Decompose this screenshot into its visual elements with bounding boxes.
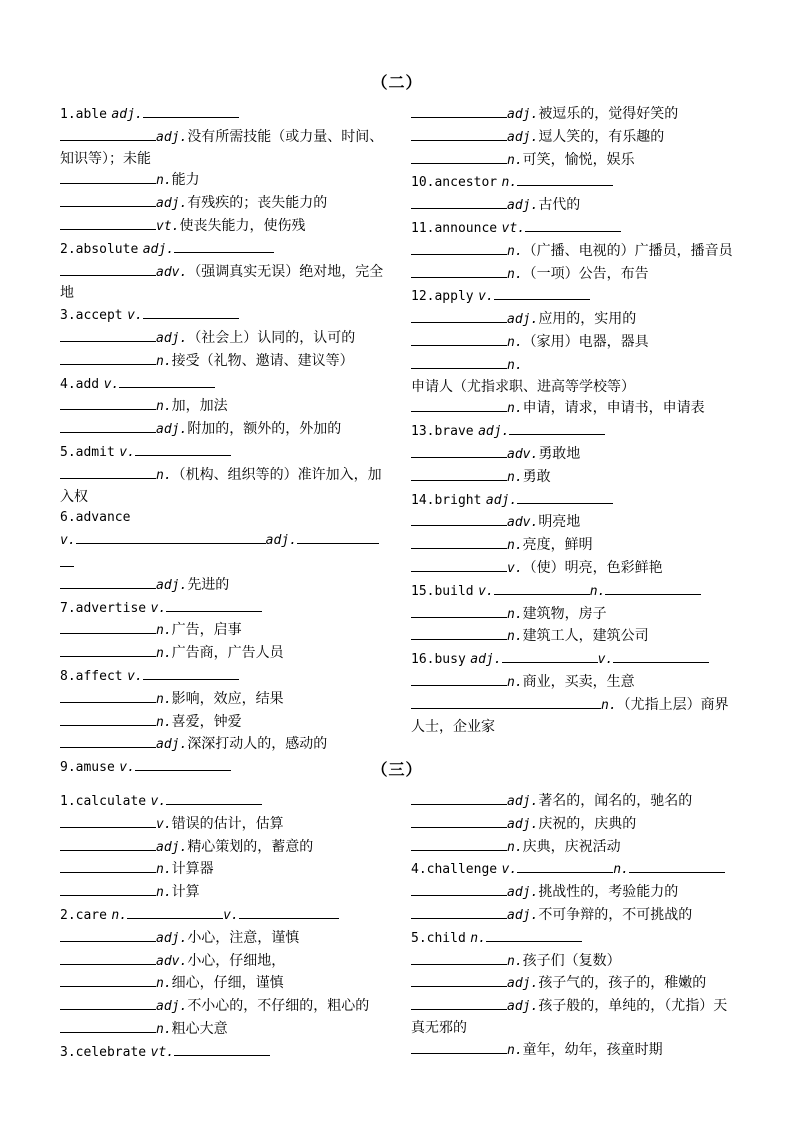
answer-blank[interactable] [411,1039,507,1054]
entry-head: 11.announce vt. [411,217,741,240]
entry-line: v. adj. [60,529,390,574]
answer-blank[interactable] [60,619,156,634]
answer-blank[interactable] [60,192,156,207]
answer-blank[interactable] [60,464,156,479]
answer-blank[interactable] [411,126,507,141]
answer-blank[interactable] [411,194,507,209]
answer-blank[interactable] [60,261,156,276]
entry-head: 2.absolute adj. [60,238,390,261]
entry-head: 13.brave adj. [411,420,741,443]
answer-blank[interactable] [411,881,507,896]
entry-line: adj.先进的 [60,574,390,597]
answer-blank[interactable] [411,511,507,526]
entry-line: n.能力 [60,169,390,192]
answer-blank[interactable] [60,552,74,567]
entry-head: 16.busy adj. v. [411,648,741,671]
entry-head: 3.accept v. [60,304,390,327]
answer-blank[interactable] [174,1041,270,1056]
entry-line: n.广告，启事 [60,619,390,642]
entry-line: v.错误的估计，估算 [60,813,390,836]
answer-blank[interactable] [60,169,156,184]
answer-blank[interactable] [411,950,507,965]
answer-blank[interactable] [411,972,507,987]
answer-blank[interactable] [517,489,613,504]
entry-line: adj.孩子般的，单纯的，（尤指）天真无邪的 [411,995,741,1039]
entry-head: 15.build v. n. [411,580,741,603]
answer-blank[interactable] [411,836,507,851]
entry-line: n.勇敢 [411,466,741,489]
section2-right-column [411,103,741,737]
answer-blank[interactable] [119,373,215,388]
entry-line: n.加，加法 [60,395,390,418]
answer-blank[interactable] [60,950,156,965]
entry-line: adj.庆祝的，庆典的 [411,813,741,836]
answer-blank[interactable] [60,881,156,896]
answer-blank[interactable] [411,240,507,255]
entry-line: adj.挑战性的，考验能力的 [411,881,741,904]
entry-line: adj.逗人笑的，有乐趣的 [411,126,741,149]
entry-line: n.（一项）公告，布告 [411,263,741,286]
answer-blank[interactable] [411,603,507,618]
answer-blank[interactable] [60,858,156,873]
answer-blank[interactable] [411,103,507,118]
entry-line: adj.古代的 [411,194,741,217]
answer-blank[interactable] [174,238,274,253]
answer-blank[interactable] [411,443,507,458]
answer-blank[interactable] [411,790,507,805]
entry-line: adj.没有所需技能（或力量、时间、知识等）；未能 [60,126,390,170]
answer-blank[interactable] [494,580,590,595]
answer-blank[interactable] [60,1018,156,1033]
entry-head: 8.affect v. [60,665,390,688]
answer-blank[interactable] [411,557,507,572]
answer-blank[interactable] [60,813,156,828]
entry-head: 1.calculate v. [60,790,390,813]
entry-head: 5.child n. [411,927,741,950]
section2-left-column [60,103,390,779]
entry-line: n.孩子们（复数） [411,950,741,973]
answer-blank[interactable] [629,858,725,873]
entry-head: 10.ancestor n. [411,171,741,194]
entry-line: adj.著名的，闻名的，驰名的 [411,790,741,813]
answer-blank[interactable] [60,972,156,987]
answer-blank[interactable] [613,648,709,663]
answer-blank[interactable] [509,420,605,435]
entry-line: n.细心，仔细，谨慎 [60,972,390,995]
answer-blank[interactable] [143,103,239,118]
answer-blank[interactable] [517,171,613,186]
entry-head: 9.amuse v. [60,756,390,779]
answer-blank[interactable] [60,215,156,230]
answer-blank[interactable] [239,904,339,919]
entry-line: v.（使）明亮，色彩鲜艳 [411,557,741,580]
section-title-2: （二） [371,73,423,92]
entry-head: 4.add v. [60,373,390,396]
entry-head: 14.bright adj. [411,489,741,512]
entry-line: n.建筑工人，建筑公司 [411,625,741,648]
entry-line: n.申请，请求，申请书，申请表 [411,397,741,420]
answer-blank[interactable] [60,126,156,141]
answer-blank[interactable] [60,574,156,589]
entry-line: n.童年，幼年，孩童时期 [411,1039,741,1062]
entry-line: adj.被逗乐的，觉得好笑的 [411,103,741,126]
answer-blank[interactable] [60,995,156,1010]
answer-blank[interactable] [60,327,156,342]
entry-line: adj.有残疾的；丧失能力的 [60,192,390,215]
entry-line: adv.小心，仔细地， [60,950,390,973]
answer-blank[interactable] [135,441,231,456]
entry-line: n.影响，效应，结果 [60,688,390,711]
answer-blank[interactable] [494,285,590,300]
entry-line: n.（机构、组织等的）准许加入，加入权 [60,464,390,508]
answer-blank[interactable] [411,625,507,640]
answer-blank[interactable] [60,711,156,726]
entry-line: n.申请人（尤指求职、进高等学校等） [411,354,741,398]
entry-head: 3.celebrate vt. [60,1041,390,1064]
answer-blank[interactable] [127,904,223,919]
entry-line: n.商业，买卖，生意 [411,671,741,694]
entry-line: adj.不小心的，不仔细的，粗心的 [60,995,390,1018]
entry-head: 5.admit v. [60,441,390,464]
entry-line: n.可笑，愉悦，娱乐 [411,149,741,172]
entry-line: adj.附加的，额外的，外加的 [60,418,390,441]
answer-blank[interactable] [411,263,507,278]
entry-head: 4.challenge v. n. [411,858,741,881]
entry-line: adj.精心策划的，蓄意的 [60,836,390,859]
answer-blank[interactable] [166,597,262,612]
entry-line: adj.应用的，实用的 [411,308,741,331]
answer-blank[interactable] [411,904,507,919]
answer-blank[interactable] [411,534,507,549]
entry-line: n.建筑物，房子 [411,603,741,626]
answer-blank[interactable] [411,149,507,164]
answer-blank[interactable] [143,665,239,680]
answer-blank[interactable] [502,648,598,663]
entry-line: adj.小心，注意，谨慎 [60,927,390,950]
answer-blank[interactable] [605,580,701,595]
entry-line: adj.深深打动人的，感动的 [60,733,390,756]
entry-head: 2.care n. v. [60,904,390,927]
answer-blank[interactable] [411,671,507,686]
entry-line: n.接受（礼物、邀请、建议等） [60,350,390,373]
section3-left-column [60,790,390,1064]
entry-head: 12.apply v. [411,285,741,308]
answer-blank[interactable] [60,927,156,942]
entry-line: n.计算器 [60,858,390,881]
answer-blank[interactable] [517,858,613,873]
answer-blank[interactable] [411,354,507,369]
answer-blank[interactable] [60,642,156,657]
entry-head: 1.able adj. [60,103,390,126]
entry-line: n.庆典，庆祝活动 [411,836,741,859]
answer-blank[interactable] [60,350,156,365]
answer-blank[interactable] [525,217,621,232]
answer-blank[interactable] [60,836,156,851]
entry-line: vt.使丧失能力，使伤残 [60,215,390,238]
answer-blank[interactable] [60,733,156,748]
answer-blank[interactable] [411,466,507,481]
answer-blank[interactable] [76,529,266,544]
entry-head: 7.advertise v. [60,597,390,620]
entry-line: n.（广播、电视的）广播员，播音员 [411,240,741,263]
entry-line: n.喜爱，钟爱 [60,711,390,734]
entry-line: n.亮度，鲜明 [411,534,741,557]
section3-right-column [411,790,741,1062]
entry-line: n.广告商，广告人员 [60,642,390,665]
answer-blank[interactable] [411,813,507,828]
answer-blank[interactable] [60,688,156,703]
entry-line: adv.（强调真实无误）绝对地，完全地 [60,261,390,305]
entry-line: adj.（社会上）认同的，认可的 [60,327,390,350]
answer-blank[interactable] [60,418,156,433]
entry-line: adv.明亮地 [411,511,741,534]
answer-blank[interactable] [411,331,507,346]
answer-blank[interactable] [411,995,507,1010]
entry-line: adv.勇敢地 [411,443,741,466]
answer-blank[interactable] [411,308,507,323]
entry-line: n.粗心大意 [60,1018,390,1041]
entry-head: 6.advance [60,510,131,526]
entry-line: adj.不可争辩的，不可挑战的 [411,904,741,927]
answer-blank[interactable] [411,694,601,709]
answer-blank[interactable] [143,304,239,319]
answer-blank[interactable] [60,395,156,410]
answer-blank[interactable] [411,397,507,412]
answer-blank[interactable] [166,790,262,805]
entry-line: adj.孩子气的，孩子的，稚嫩的 [411,972,741,995]
entry-line: n.（尤指上层）商界人士，企业家 [411,694,741,738]
answer-blank[interactable] [486,927,582,942]
answer-blank[interactable] [297,529,379,544]
entry-line: n.（家用）电器，器具 [411,331,741,354]
entry-line: n.计算 [60,881,390,904]
section-title-3: （三） [371,760,423,779]
